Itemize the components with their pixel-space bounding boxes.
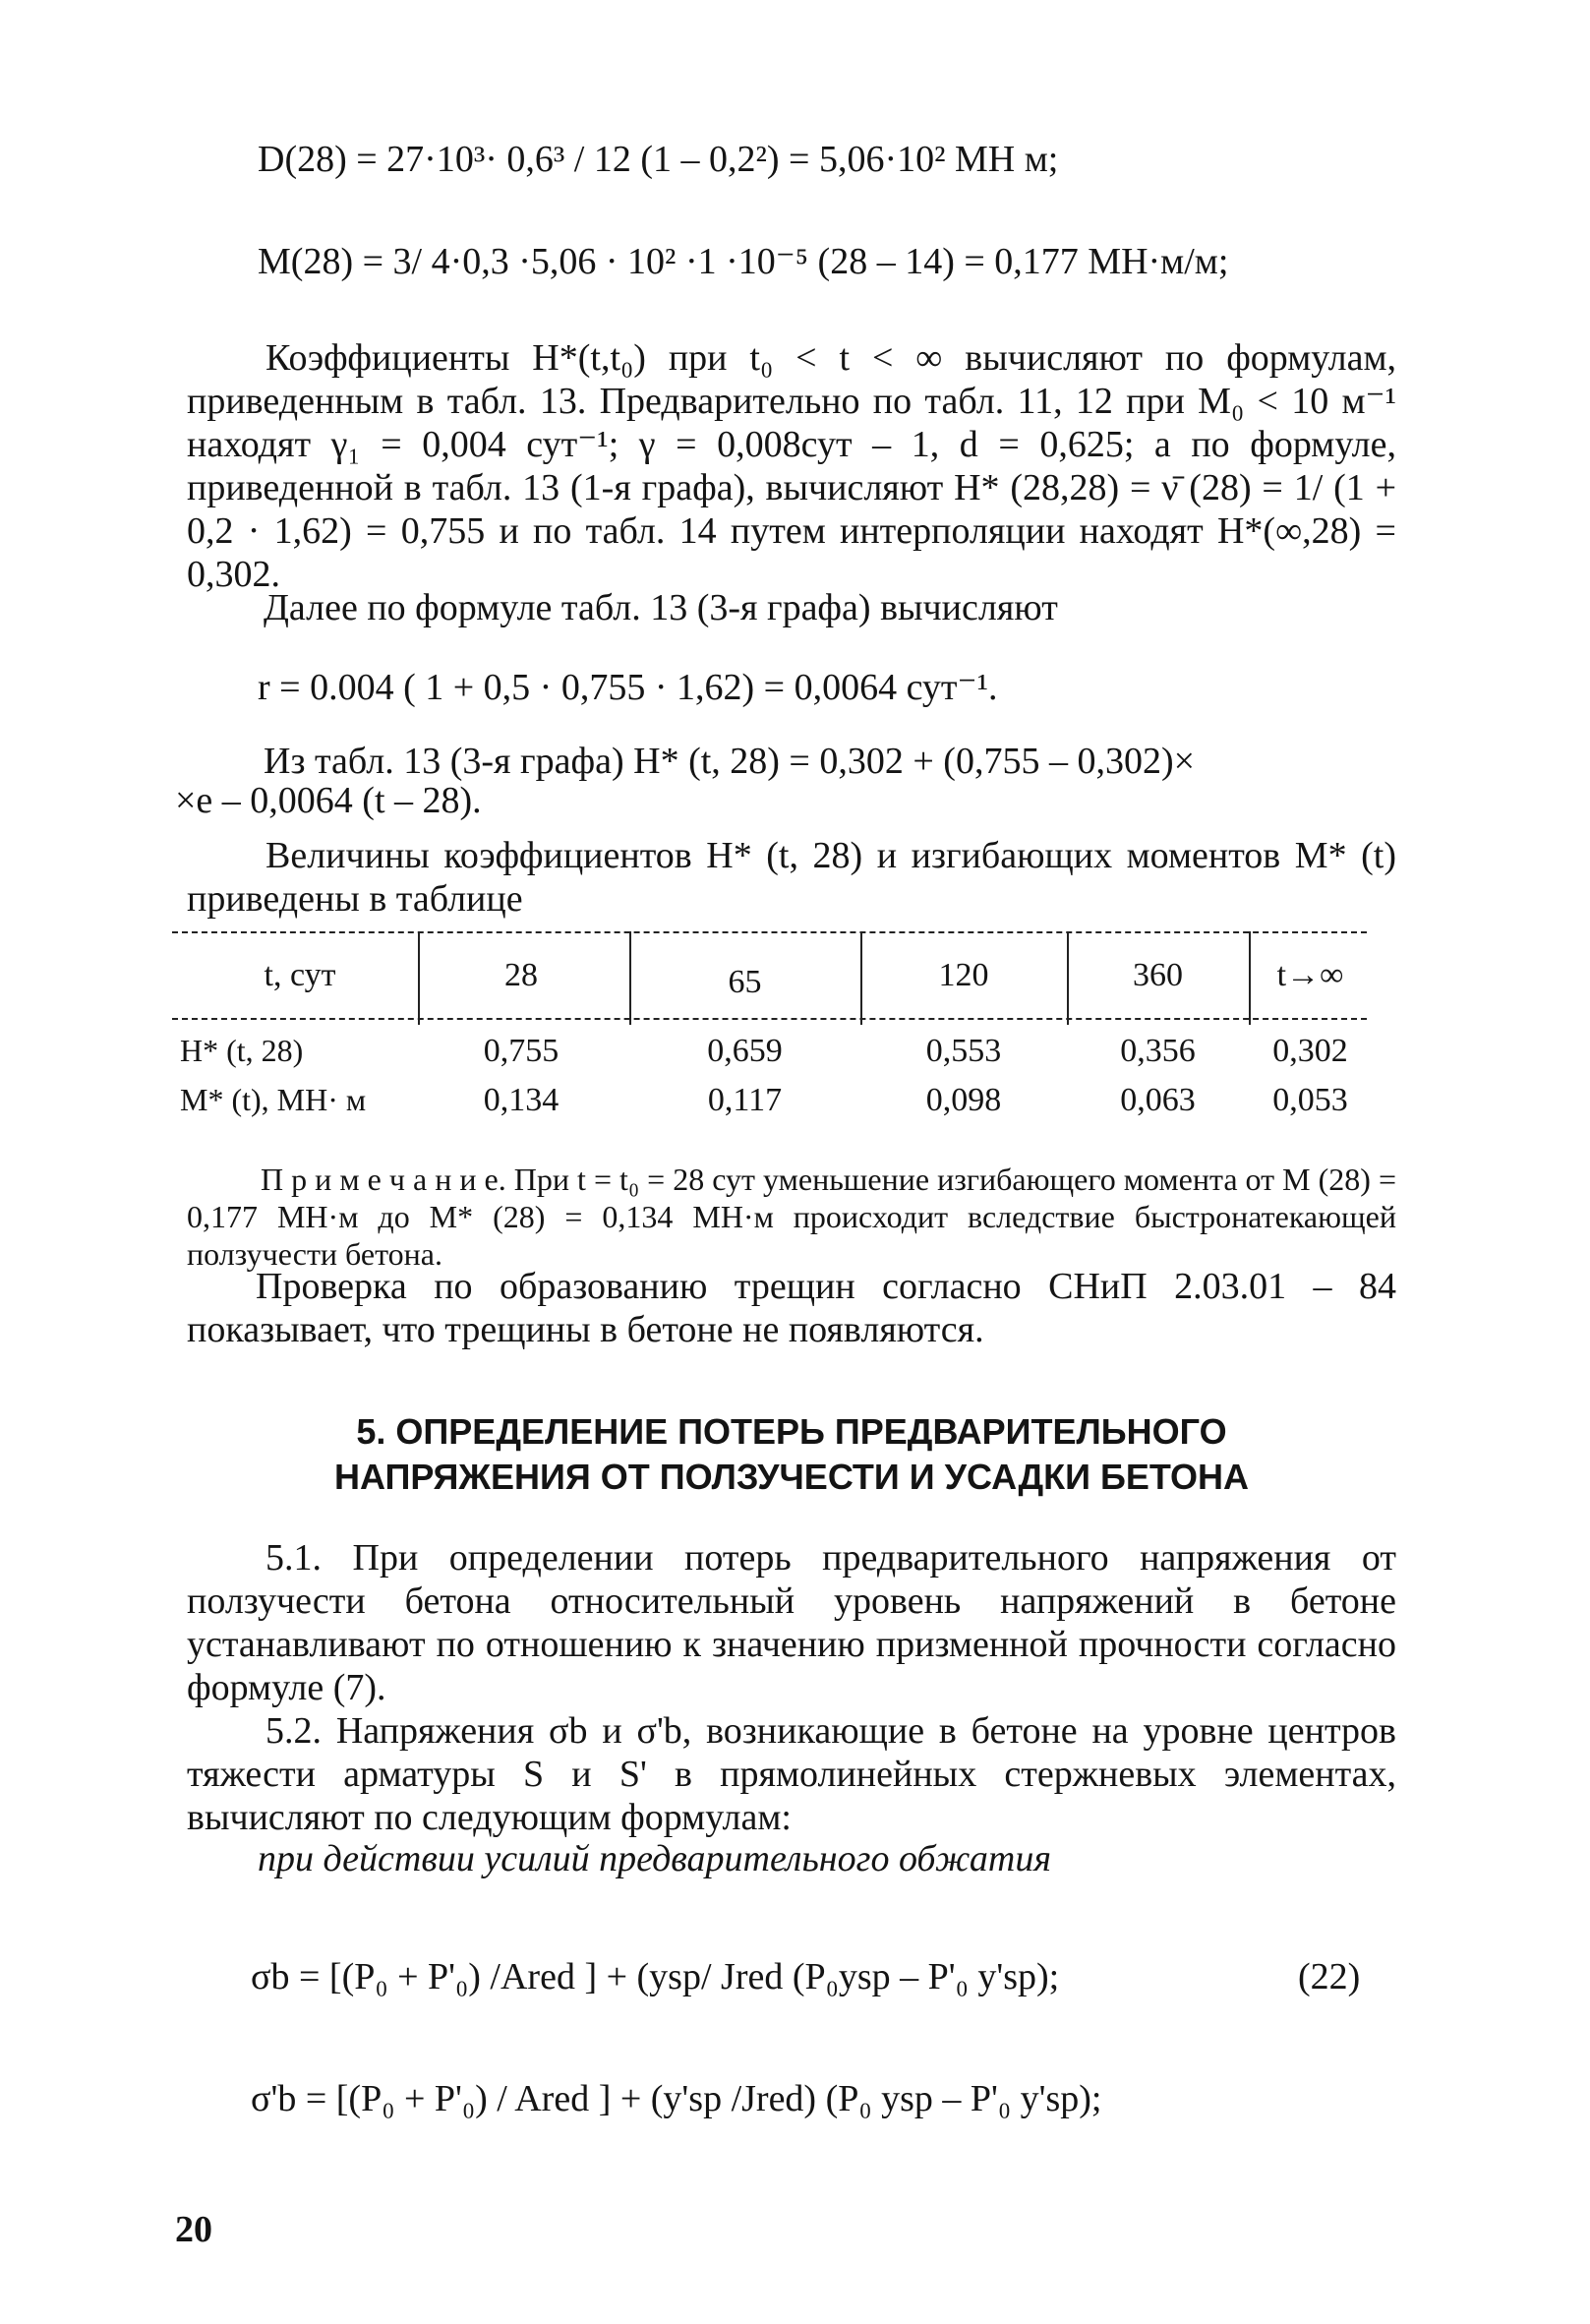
equation-m28: M(28) = 3/ 4·0,3 ·5,06 · 10² ·1 ·10⁻⁵ (28 – 14) = 0,177 МН·м/м; [258,241,1229,282]
paragraph-5-1-text: 5.1. При определении потерь предварительного напряжения от ползучести бетона относительный уровень напряжений в бетоне устанавливают по отношению к значению призменной прочности согласно формуле (7). [187,1537,1396,1708]
note-body [187,1161,1396,1273]
section-title-line2: НАПРЯЖЕНИЯ ОТ ПОЛЗУЧЕСТИ И УСАДКИ БЕТОНА [334,1457,1249,1497]
table-divider [629,931,631,1025]
table-cell: 0,063 [1120,1082,1196,1118]
table-row-label: H* (t, 28) [180,1033,304,1068]
table-cell: 0,098 [925,1082,1002,1118]
table-divider [1067,931,1069,1025]
table-cell: 0,755 [483,1033,559,1069]
table-divider [418,931,420,1025]
italic-caption: при действии усилий предварительного обжатия [258,1838,1051,1879]
paragraph-values-intro [187,834,1396,921]
paragraph-coefficients [187,336,1396,596]
equation-r: r = 0.004 ( 1 + 0,5 · 0,755 · 1,62) = 0,0064 сут⁻¹. [258,667,998,708]
note-text: При t = t₀ = 28 сут уменьшение изгибающего момента от M (28) = 0,177 МН·м до M* (28) = 0,134 МН·м происходит вследствие быстронатекающей ползучести бетона. [187,1162,1397,1272]
table-row-label: M* (t), МН· м [180,1082,367,1117]
equation-h-line1: Из табл. 13 (3-я графа) H* (t, 28) = 0,302 + (0,755 – 0,302)× [264,741,1196,782]
note [187,1161,1396,1273]
formula-sigma-b: σb = [(P₀ + P'₀) /Ared ] + (ysp/ Jred (P₀ysp – P'₀ y'sp); [251,1956,1060,1997]
formula-number-22: (22) [1298,1956,1361,1997]
note-label: П р и м е ч а н и е. [261,1162,506,1197]
section-title-line1: 5. ОПРЕДЕЛЕНИЕ ПОТЕРЬ ПРЕДВАРИТЕЛЬНОГО [356,1411,1227,1452]
table-divider [1249,931,1251,1025]
table-cell: 0,117 [707,1082,783,1118]
table-header-rule [172,1018,1367,1020]
table-cell: 0,553 [925,1033,1002,1069]
table-top-rule [172,931,1367,933]
table-cell: 0,302 [1272,1033,1348,1069]
table-header-cell: 65 [728,964,762,1000]
paragraph-5-2-text: 5.2. Напряжения σb и σ'b, возникающие в бетоне на уровне центров тяжести арматуры S и S' в прямолинейных стержневых элементах, вычисляют по следующим формулам: [187,1710,1396,1838]
paragraph-coefficients-text: Коэффициенты H*(t,t₀) при t₀ < t < ∞ вычисляют по формулам, приведенным в табл. 13. Предварительно по табл. 11, 12 при M₀ < 10 м⁻¹ находят γ₁ = 0,004 сут⁻¹; γ = 0,008сут – 1, d = 0,625; а по формуле, приведенной в табл. 13 (1-я графа), вычисляют H* (28,28) = ν̄ (28) = 1/ (1 + 0,2 · 1,62) = 0,755 и по табл. 14 путем интерполяции находят H*(∞,28) = 0,302. [187,337,1396,595]
table-header-cell: 120 [938,957,989,993]
table-header-cell: 360 [1133,957,1183,993]
paragraph-cracks-text: Проверка по образованию трещин согласно СНиП 2.03.01 – 84 показывает, что трещины в бетоне не появляются. [187,1266,1396,1350]
table-header-cell: 28 [504,957,538,993]
paragraph-5-1 [187,1536,1396,1709]
equation-d28: D(28) = 27·10³· 0,6³ / 12 (1 – 0,2²) = 5,06·10² МН м; [258,139,1059,180]
table-divider [860,931,862,1025]
table-cell: 0,053 [1272,1082,1348,1118]
table-cell: 0,134 [483,1082,559,1118]
table-cell: 0,356 [1120,1033,1196,1069]
paragraph-values-intro-text: Величины коэффициентов H* (t, 28) и изгибающих моментов M* (t) приведены в таблице [187,835,1396,920]
table-header-cell: t→∞ [1276,957,1344,993]
page-number: 20 [175,2209,212,2250]
table-header-cell: t, сут [264,957,336,993]
paragraph-5-2 [187,1709,1396,1839]
paragraph-cracks [187,1265,1396,1351]
equation-h-line2: ×e – 0,0064 (t – 28). [175,780,482,821]
formula-sigma-b-prime: σ'b = [(P₀ + P'₀) / Ared ] + (y'sp /Jred) (P₀ ysp – P'₀ y'sp); [251,2078,1102,2119]
table-cell: 0,659 [707,1033,783,1069]
paragraph-further: Далее по формуле табл. 13 (3-я графа) вычисляют [264,587,1058,628]
